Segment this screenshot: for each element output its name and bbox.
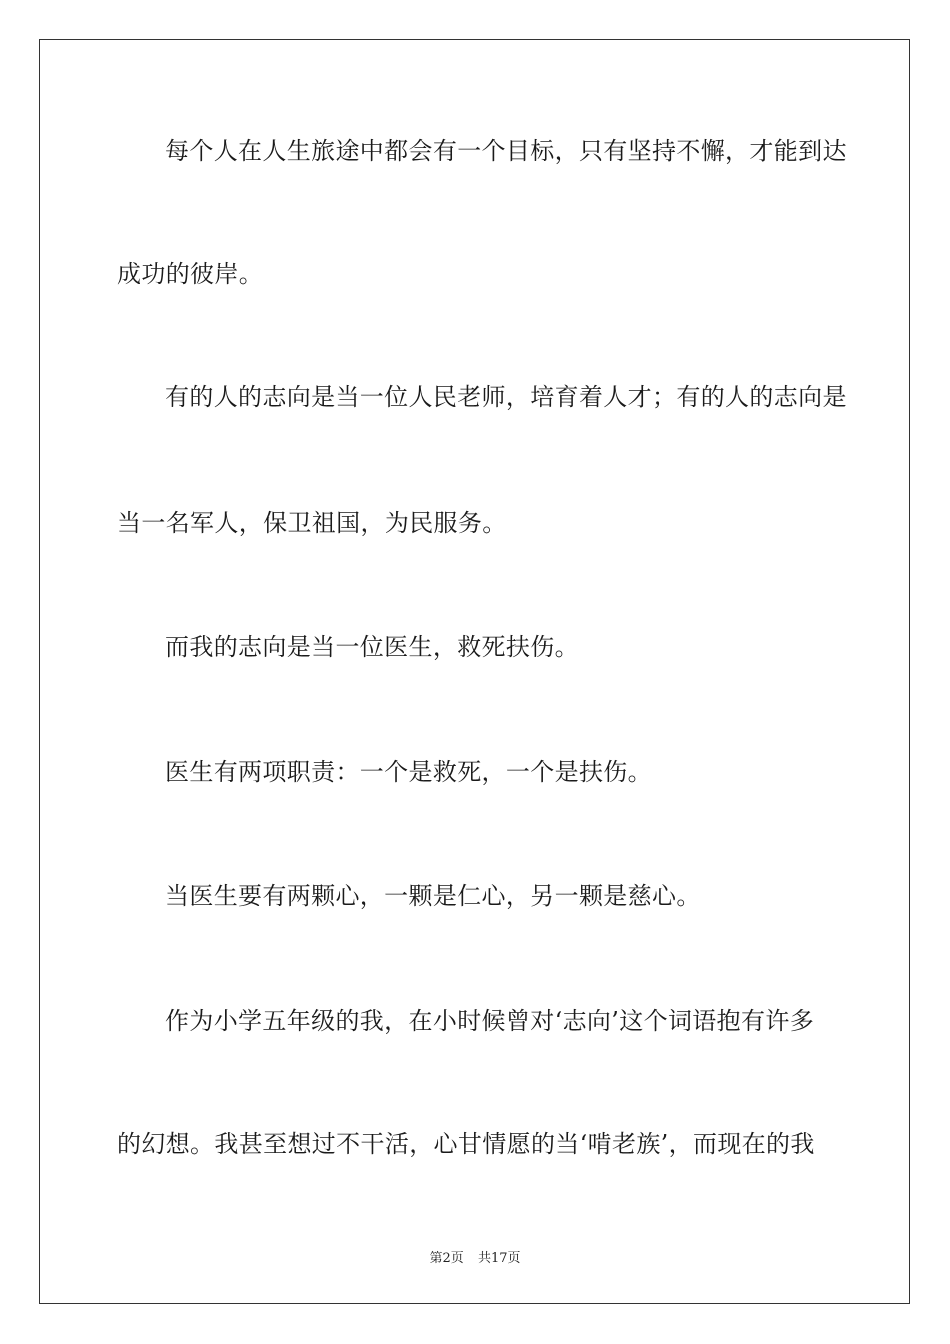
- paragraph-line: 的幻想。我甚至想过不干活，心甘情愿的当‘啃老族’，而现在的我: [117, 1130, 815, 1158]
- page-total: 共17页: [477, 1251, 521, 1266]
- paragraph-line: 有的人的志向是当一位人民老师，培育着人才；有的人的志向是: [165, 383, 847, 411]
- paragraph-line: 作为小学五年级的我，在小时候曾对‘志向’这个词语抱有许多: [165, 1007, 815, 1035]
- paragraph-line: 当一名军人，保卫祖国，为民服务。: [117, 509, 507, 537]
- page-border: [39, 39, 910, 1304]
- paragraph-line: 当医生要有两颗心，一颗是仁心，另一颗是慈心。: [165, 882, 701, 910]
- page-number: 第2页: [429, 1251, 464, 1266]
- paragraph-line: 医生有两项职责：一个是救死，一个是扶伤。: [165, 758, 652, 786]
- paragraph-line: 成功的彼岸。: [117, 260, 264, 288]
- paragraph-line: 而我的志向是当一位医生，救死扶伤。: [165, 633, 579, 661]
- paragraph-line: 每个人在人生旅途中都会有一个目标，只有坚持不懈，才能到达: [165, 137, 847, 165]
- page-footer: [0, 1247, 950, 1266]
